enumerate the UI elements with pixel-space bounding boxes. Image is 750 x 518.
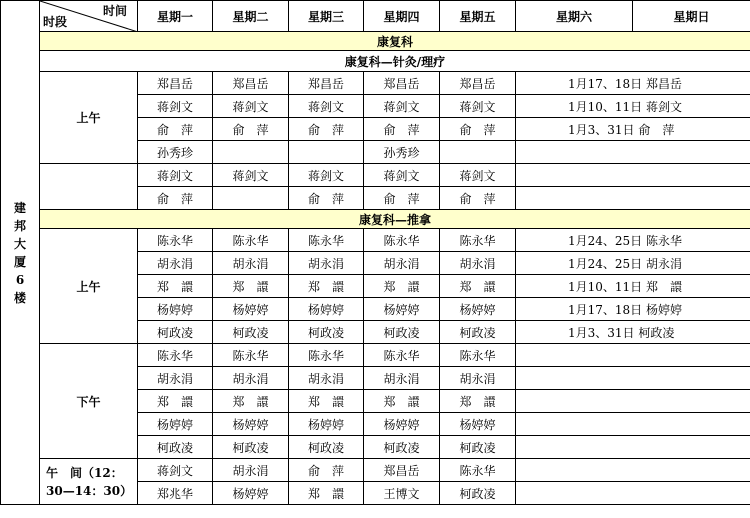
- period-label: 下午: [40, 344, 138, 459]
- doctor-cell: 蒋剑文: [138, 95, 213, 118]
- period-label: 上午: [40, 72, 138, 164]
- section-title-row: [1, 210, 750, 229]
- doctor-cell: 胡永涓: [440, 367, 516, 390]
- doctor-cell: 陈永华: [289, 344, 364, 367]
- doctor-cell: 杨婷婷: [289, 298, 364, 321]
- doctor-cell: 俞 萍: [138, 187, 213, 210]
- period-label: 午 间（12：30—14：30）: [40, 459, 138, 505]
- doctor-cell: 蒋剑文: [440, 164, 516, 187]
- doctor-cell: 陈永华: [289, 229, 364, 252]
- doctor-cell: 郑 譞: [289, 482, 364, 505]
- doctor-cell: 柯政凌: [440, 321, 516, 344]
- doctor-cell: 郑昌岳: [289, 72, 364, 95]
- weekend-cell: 1月24、25日 陈永华: [516, 229, 750, 252]
- table-row: [1, 344, 750, 367]
- doctor-cell: 胡永涓: [289, 252, 364, 275]
- weekend-cell: [516, 367, 750, 390]
- doctor-cell: 俞 萍: [440, 118, 516, 141]
- weekend-cell: 1月24、25日 胡永涓: [516, 252, 750, 275]
- doctor-cell: 蒋剑文: [289, 164, 364, 187]
- doctor-cell: [289, 141, 364, 164]
- doctor-cell: 蒋剑文: [364, 164, 440, 187]
- doctor-cell: 俞 萍: [213, 118, 289, 141]
- doctor-cell: [213, 187, 289, 210]
- doctor-cell: 陈永华: [213, 344, 289, 367]
- location-char: 楼: [13, 290, 26, 305]
- doctor-cell: [440, 141, 516, 164]
- doctor-cell: 郑兆华: [138, 482, 213, 505]
- weekend-cell: 1月10、11日 蒋剑文: [516, 95, 750, 118]
- doctor-cell: 俞 萍: [289, 118, 364, 141]
- doctor-cell: 孙秀珍: [138, 141, 213, 164]
- day-header: 星期三: [289, 1, 364, 32]
- doctor-cell: 陈永华: [440, 344, 516, 367]
- table-row: [1, 72, 750, 95]
- doctor-cell: 郑昌岳: [364, 459, 440, 482]
- doctor-cell: 柯政凌: [440, 436, 516, 459]
- doctor-cell: 郑 譞: [440, 275, 516, 298]
- doctor-cell: 蒋剑文: [213, 164, 289, 187]
- doctor-cell: 郑 譞: [289, 275, 364, 298]
- weekend-cell: 1月3、31日 俞 萍: [516, 118, 750, 141]
- table-row: [1, 229, 750, 252]
- doctor-cell: 郑 譞: [289, 390, 364, 413]
- doctor-cell: 胡永涓: [213, 252, 289, 275]
- period-label: 时段: [43, 15, 68, 29]
- doctor-cell: 胡永涓: [364, 367, 440, 390]
- doctor-cell: 蒋剑文: [138, 459, 213, 482]
- day-header: 星期四: [364, 1, 440, 32]
- doctor-cell: 杨婷婷: [213, 482, 289, 505]
- weekend-cell: 1月17、18日 杨婷婷: [516, 298, 750, 321]
- day-header: 星期一: [138, 1, 213, 32]
- weekend-cell: 1月17、18日 郑昌岳: [516, 72, 750, 95]
- location-char: 建: [13, 200, 26, 215]
- period-label: 上午: [40, 229, 138, 344]
- doctor-cell: 柯政凌: [364, 436, 440, 459]
- doctor-cell: 柯政凌: [364, 321, 440, 344]
- header-row: [1, 1, 750, 32]
- diagonal-header-cell: [40, 1, 138, 32]
- doctor-cell: 柯政凌: [138, 321, 213, 344]
- doctor-cell: 胡永涓: [213, 367, 289, 390]
- weekend-cell: [516, 482, 750, 505]
- doctor-cell: 俞 萍: [289, 187, 364, 210]
- doctor-cell: 郑 譞: [440, 390, 516, 413]
- doctor-cell: 郑昌岳: [213, 72, 289, 95]
- doctor-cell: 陈永华: [364, 344, 440, 367]
- doctor-cell: 俞 萍: [364, 118, 440, 141]
- doctor-cell: 陈永华: [213, 229, 289, 252]
- doctor-cell: 俞 萍: [440, 187, 516, 210]
- doctor-cell: 柯政凌: [213, 321, 289, 344]
- weekend-cell: [516, 436, 750, 459]
- doctor-cell: 郑 譞: [364, 275, 440, 298]
- section-title: 康复科—推拿: [40, 210, 750, 229]
- doctor-cell: 柯政凌: [138, 436, 213, 459]
- doctor-cell: [213, 141, 289, 164]
- doctor-cell: 杨婷婷: [289, 413, 364, 436]
- doctor-cell: 柯政凌: [440, 482, 516, 505]
- doctor-cell: 杨婷婷: [138, 413, 213, 436]
- location-char: 6: [15, 272, 25, 287]
- doctor-cell: 胡永涓: [213, 459, 289, 482]
- period-label: [40, 164, 138, 210]
- day-header: 星期六: [516, 1, 633, 32]
- doctor-cell: 俞 萍: [138, 118, 213, 141]
- location-char: 大: [13, 236, 26, 251]
- table-row: [1, 459, 750, 482]
- doctor-cell: 蒋剑文: [138, 164, 213, 187]
- day-header: 星期日: [633, 1, 750, 32]
- day-header: 星期二: [213, 1, 289, 32]
- doctor-cell: 杨婷婷: [440, 413, 516, 436]
- doctor-cell: 杨婷婷: [138, 298, 213, 321]
- doctor-cell: 郑昌岳: [364, 72, 440, 95]
- doctor-cell: 杨婷婷: [213, 413, 289, 436]
- doctor-cell: 胡永涓: [138, 252, 213, 275]
- doctor-cell: 蒋剑文: [364, 95, 440, 118]
- doctor-cell: 杨婷婷: [364, 298, 440, 321]
- day-header: 星期五: [440, 1, 516, 32]
- weekend-cell: 1月3、31日 柯政凌: [516, 321, 750, 344]
- weekend-cell: [516, 141, 750, 164]
- doctor-cell: 胡永涓: [440, 252, 516, 275]
- weekend-cell: 1月10、11日 郑 譞: [516, 275, 750, 298]
- doctor-cell: 郑昌岳: [138, 72, 213, 95]
- doctor-cell: 杨婷婷: [364, 413, 440, 436]
- doctor-cell: 郑 譞: [138, 275, 213, 298]
- doctor-cell: 郑 譞: [364, 390, 440, 413]
- doctor-cell: 郑昌岳: [440, 72, 516, 95]
- doctor-cell: 俞 萍: [289, 459, 364, 482]
- section-title: 康复科—针灸/理疗: [40, 51, 750, 72]
- section-title-row: [1, 51, 750, 72]
- weekend-cell: [516, 344, 750, 367]
- doctor-cell: 蒋剑文: [213, 95, 289, 118]
- doctor-cell: 胡永涓: [364, 252, 440, 275]
- weekend-cell: [516, 413, 750, 436]
- location-cell: [1, 1, 40, 505]
- weekend-cell: [516, 164, 750, 187]
- weekend-cell: [516, 390, 750, 413]
- doctor-cell: 杨婷婷: [440, 298, 516, 321]
- doctor-cell: 郑 譞: [213, 275, 289, 298]
- doctor-cell: 蒋剑文: [289, 95, 364, 118]
- weekend-cell: [516, 459, 750, 482]
- section-title-row: [1, 32, 750, 51]
- time-label: 时间: [102, 4, 127, 18]
- doctor-cell: 蒋剑文: [440, 95, 516, 118]
- doctor-cell: 杨婷婷: [213, 298, 289, 321]
- doctor-cell: 王博文: [364, 482, 440, 505]
- doctor-cell: 柯政凌: [289, 321, 364, 344]
- doctor-cell: 郑 譞: [138, 390, 213, 413]
- doctor-cell: 柯政凌: [213, 436, 289, 459]
- doctor-cell: 陈永华: [138, 229, 213, 252]
- doctor-cell: 柯政凌: [289, 436, 364, 459]
- doctor-cell: 陈永华: [440, 229, 516, 252]
- doctor-cell: 孙秀珍: [364, 141, 440, 164]
- doctor-cell: 胡永涓: [289, 367, 364, 390]
- weekend-cell: [516, 187, 750, 210]
- doctor-cell: 郑 譞: [213, 390, 289, 413]
- location-char: 邦: [13, 218, 26, 233]
- section-title: 康复科: [40, 32, 750, 51]
- doctor-cell: 陈永华: [138, 344, 213, 367]
- doctor-cell: 胡永涓: [138, 367, 213, 390]
- doctor-cell: 陈永华: [440, 459, 516, 482]
- doctor-cell: 陈永华: [364, 229, 440, 252]
- location-char: 厦: [13, 254, 26, 269]
- doctor-cell: 俞 萍: [364, 187, 440, 210]
- table-row: [1, 164, 750, 187]
